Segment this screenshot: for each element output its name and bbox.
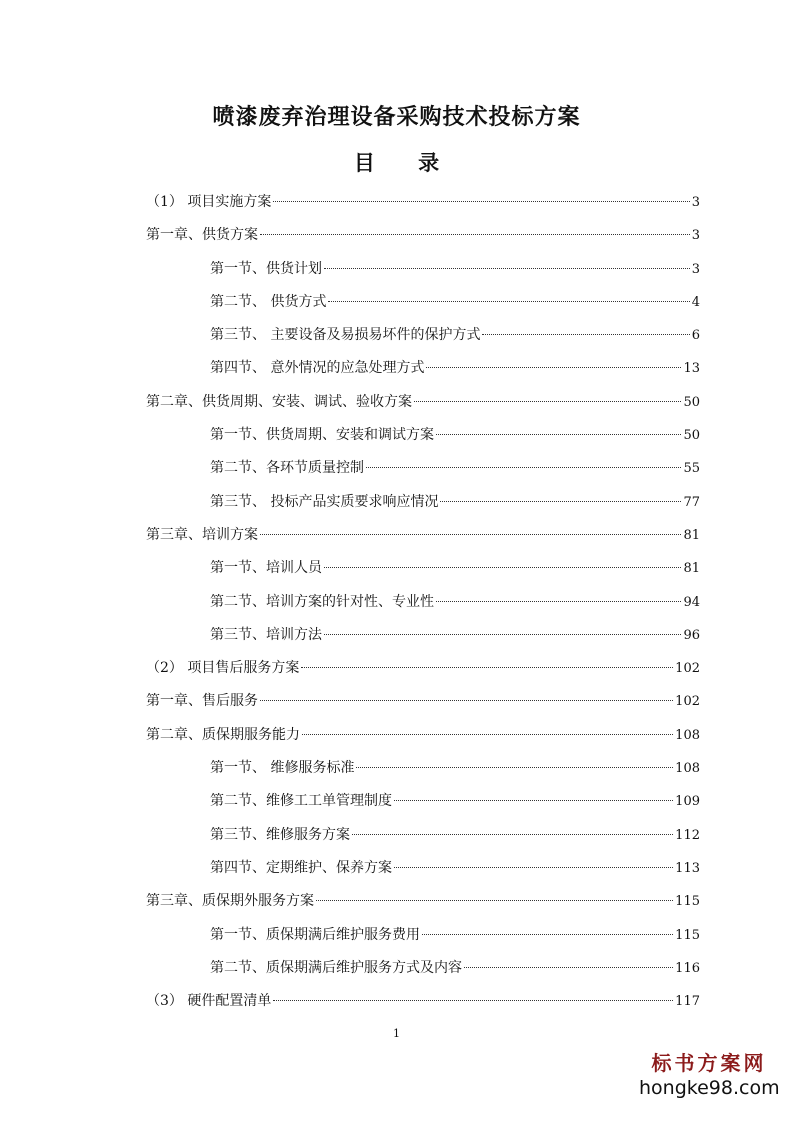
table-of-contents xyxy=(146,186,700,1018)
toc-entry-label: 第一节、供货计划 xyxy=(210,260,322,277)
toc-entry[interactable] xyxy=(146,619,700,652)
toc-leader-dots xyxy=(260,700,673,701)
toc-leader-dots xyxy=(440,501,681,502)
toc-entry-label: 第一章、售后服务 xyxy=(146,693,258,710)
toc-entry[interactable] xyxy=(146,752,700,785)
toc-entry-page: 4 xyxy=(691,294,700,310)
toc-entry-label: 第一章、供货方案 xyxy=(146,227,258,244)
watermark-brand: 标书方案网 xyxy=(651,1051,767,1075)
toc-leader-dots xyxy=(316,900,673,901)
toc-leader-dots xyxy=(366,467,681,468)
toc-leader-dots xyxy=(422,934,673,935)
toc-leader-dots xyxy=(273,201,689,202)
toc-entry-label: 第二节、质保期满后维护服务方式及内容 xyxy=(210,959,462,976)
toc-leader-dots xyxy=(356,767,673,768)
toc-entry-page: 6 xyxy=(691,328,700,344)
toc-leader-dots xyxy=(301,667,673,668)
toc-entry-page: 77 xyxy=(683,494,700,510)
toc-leader-dots xyxy=(324,268,690,269)
toc-entry-label: 第三节、 投标产品实质要求响应情况 xyxy=(210,493,439,510)
toc-leader-dots xyxy=(482,334,689,335)
toc-entry-page: 116 xyxy=(675,960,700,976)
toc-entry-page: 108 xyxy=(675,761,700,777)
toc-leader-dots xyxy=(352,834,673,835)
toc-entry[interactable] xyxy=(146,253,700,286)
toc-entry[interactable] xyxy=(146,486,700,519)
toc-leader-dots xyxy=(324,567,681,568)
toc-entry[interactable] xyxy=(146,452,700,485)
toc-entry-page: 96 xyxy=(683,627,700,643)
toc-entry-label: 第四节、 意外情况的应急处理方式 xyxy=(210,360,425,377)
toc-entry[interactable] xyxy=(146,785,700,818)
toc-entry[interactable] xyxy=(146,186,700,219)
toc-entry-page: 3 xyxy=(691,195,700,210)
toc-entry-page: 50 xyxy=(683,428,700,444)
toc-entry[interactable] xyxy=(146,719,700,752)
toc-entry-label: （2） 项目售后服务方案 xyxy=(146,660,300,677)
toc-leader-dots xyxy=(464,967,673,968)
toc-entry-page: 102 xyxy=(675,661,700,677)
toc-entry-label: 第二节、各环节质量控制 xyxy=(210,460,364,477)
toc-entry-page: 55 xyxy=(683,461,700,477)
toc-entry[interactable] xyxy=(146,819,700,852)
toc-leader-dots xyxy=(260,534,681,535)
document-title: 喷漆废弃治理设备采购技术投标方案 xyxy=(212,104,581,130)
toc-leader-dots xyxy=(426,367,681,368)
toc-entry[interactable] xyxy=(146,419,700,452)
toc-entry[interactable] xyxy=(146,319,700,352)
toc-heading: 目 录 xyxy=(353,150,458,175)
page-number: 1 xyxy=(393,1027,400,1040)
toc-leader-dots xyxy=(302,734,673,735)
toc-entry-label: 第三章、质保期外服务方案 xyxy=(146,893,314,910)
toc-leader-dots xyxy=(394,800,673,801)
toc-entry-label: 第二节、 供货方式 xyxy=(210,293,327,310)
toc-entry-page: 102 xyxy=(675,694,700,710)
toc-leader-dots xyxy=(414,401,681,402)
toc-entry-label: 第三节、 主要设备及易损易坏件的保护方式 xyxy=(210,327,481,344)
toc-entry[interactable] xyxy=(146,552,700,585)
toc-entry[interactable] xyxy=(146,586,700,619)
toc-entry-page: 115 xyxy=(675,894,700,910)
toc-leader-dots xyxy=(394,867,673,868)
toc-entry[interactable] xyxy=(146,952,700,985)
toc-entry-page: 81 xyxy=(683,561,700,577)
toc-leader-dots xyxy=(436,601,681,602)
toc-entry-page: 112 xyxy=(675,827,700,843)
toc-entry-label: 第一节、质保期满后维护服务费用 xyxy=(210,926,420,943)
toc-entry-label: 第四节、定期维护、保养方案 xyxy=(210,859,392,876)
toc-leader-dots xyxy=(260,234,690,235)
toc-entry[interactable] xyxy=(146,885,700,918)
toc-entry[interactable] xyxy=(146,685,700,718)
toc-entry-label: 第一节、供货周期、安装和调试方案 xyxy=(210,427,434,444)
watermark xyxy=(639,1050,779,1100)
toc-entry-label: 第二章、供货周期、安装、调试、验收方案 xyxy=(146,393,412,410)
toc-leader-dots xyxy=(324,634,681,635)
toc-entry[interactable] xyxy=(146,852,700,885)
toc-leader-dots xyxy=(436,434,681,435)
toc-entry-label: （3） 硬件配置清单 xyxy=(146,993,272,1010)
toc-entry-label: 第二节、维修工工单管理制度 xyxy=(210,793,392,810)
toc-entry-page: 117 xyxy=(675,994,700,1010)
toc-entry[interactable] xyxy=(146,519,700,552)
toc-entry-label: （1） 项目实施方案 xyxy=(146,194,272,210)
toc-entry-page: 109 xyxy=(675,794,700,810)
toc-entry[interactable] xyxy=(146,352,700,385)
toc-entry-label: 第一节、培训人员 xyxy=(210,560,322,577)
toc-entry-label: 第三节、维修服务方案 xyxy=(210,826,350,843)
toc-entry[interactable] xyxy=(146,985,700,1018)
toc-entry-page: 115 xyxy=(675,927,700,943)
toc-entry-page: 3 xyxy=(691,261,700,277)
toc-entry[interactable] xyxy=(146,652,700,685)
toc-entry-label: 第二章、质保期服务能力 xyxy=(146,726,300,743)
watermark-url: hongke98.com xyxy=(639,1077,780,1099)
toc-leader-dots xyxy=(328,301,689,302)
toc-entry[interactable] xyxy=(146,286,700,319)
toc-entry-label: 第二节、培训方案的针对性、专业性 xyxy=(210,593,434,610)
toc-entry-page: 94 xyxy=(683,594,700,610)
toc-entry[interactable] xyxy=(146,219,700,252)
toc-entry-page: 13 xyxy=(683,361,700,377)
toc-entry-label: 第三节、培训方法 xyxy=(210,626,322,643)
toc-entry-page: 50 xyxy=(683,394,700,410)
toc-entry[interactable] xyxy=(146,386,700,419)
toc-entry-page: 113 xyxy=(675,860,700,876)
toc-entry-page: 81 xyxy=(683,527,700,543)
toc-entry-page: 3 xyxy=(691,228,700,244)
toc-entry-page: 108 xyxy=(675,727,700,743)
toc-entry-label: 第三章、培训方案 xyxy=(146,526,258,543)
toc-entry[interactable] xyxy=(146,919,700,952)
toc-entry-label: 第一节、 维修服务标准 xyxy=(210,760,355,777)
toc-leader-dots xyxy=(273,1000,673,1001)
